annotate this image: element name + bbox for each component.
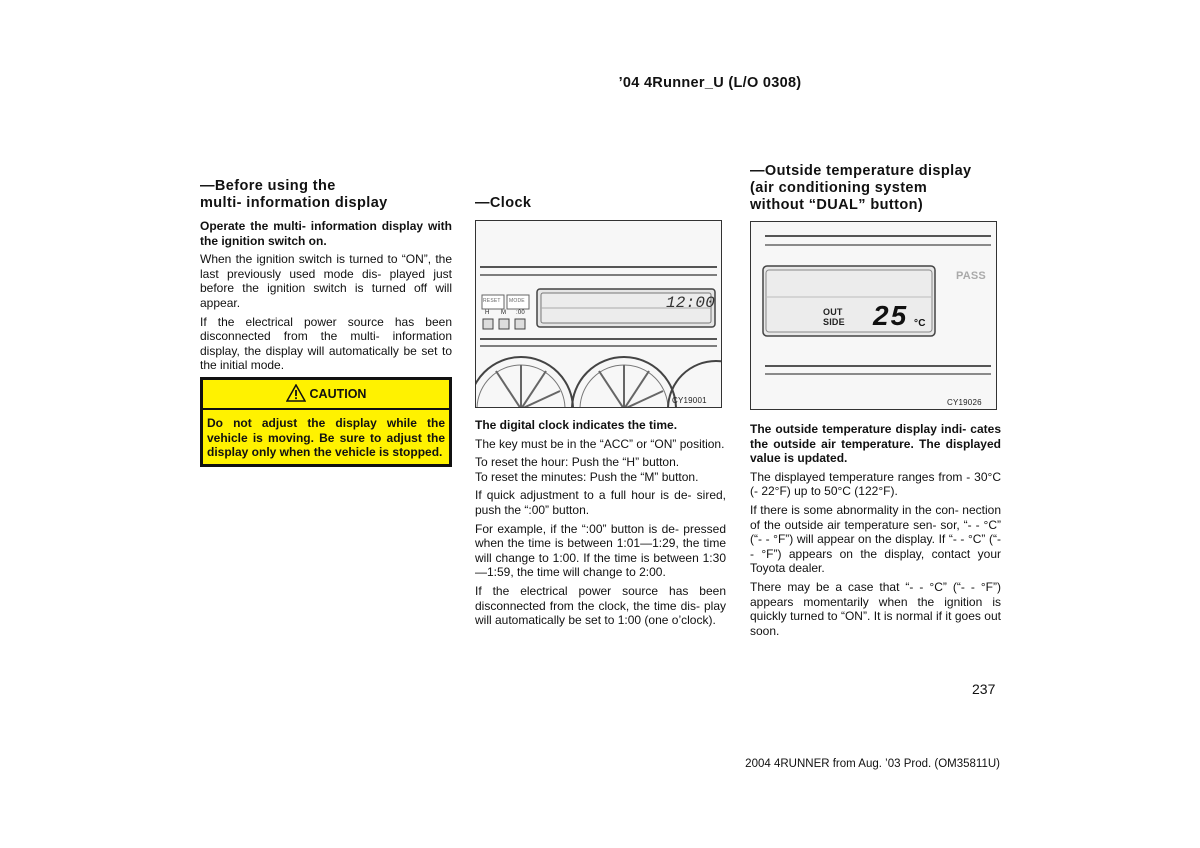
clock-figure bbox=[475, 220, 722, 408]
paragraph: There may be a case that “- - °C” (“- - °F”) appears momentarily when the ignition is quickly turned to “ON”. It is normal if it goes out soon. bbox=[750, 579, 1001, 638]
section-clock bbox=[475, 195, 726, 632]
caution-text: Do not adjust the display while the vehicle is moving. Be sure to adjust the display only when the vehicle is stopped. bbox=[207, 415, 445, 460]
section-heading: —Outside temperature display (air conditioning system without “DUAL” button) bbox=[750, 163, 972, 213]
temperature-value: 25 bbox=[873, 300, 909, 331]
hour-reset-button-label: :00 bbox=[516, 310, 525, 316]
temperature-figure bbox=[750, 221, 997, 410]
section-heading: —Clock bbox=[475, 195, 532, 211]
mode-button-label: MODE bbox=[509, 298, 525, 304]
paragraph: If there is some abnormality in the con- nection of the outside air temperature sen- sor, “- - °C” (“- - °F”) will appear on the display. If “- - °C” (“- - °F”) appears on the display, contact your Toyota dealer. bbox=[750, 502, 1001, 576]
temperature-unit: °C bbox=[914, 318, 926, 329]
caution-header bbox=[203, 380, 449, 410]
warning-icon bbox=[286, 384, 306, 402]
paragraph: If quick adjustment to a full hour is de- sired, push the “:00” button. bbox=[475, 488, 726, 517]
paragraph: The displayed temperature ranges from - 30°C (- 22°F) up to 50°C (122°F). bbox=[750, 469, 1001, 499]
document-header: ’04 4Runner_U (L/O 0308) bbox=[618, 75, 802, 91]
footer-text: 2004 4RUNNER from Aug. ’03 Prod. (OM35811U) bbox=[745, 758, 1000, 770]
clock-display-time: 12:00 bbox=[666, 294, 716, 312]
clock-illustration bbox=[476, 221, 721, 407]
section-heading: —Before using the multi- information display bbox=[200, 178, 388, 211]
paragraph: For example, if the “:00” button is de- pressed when the time is between 1:01—1:29, the time will change to 1:00. If the time is between 1:30—1:59, the time will change to 2:00. bbox=[475, 521, 726, 580]
section-outside-temperature bbox=[750, 163, 1001, 642]
paragraph: To reset the hour: Push the “H” button. bbox=[475, 455, 680, 470]
passenger-indicator: PASS bbox=[956, 270, 986, 282]
paragraph: The key must be in the “ACC” or “ON” position. bbox=[475, 436, 725, 451]
section-before-using bbox=[200, 178, 452, 467]
outside-label: OUT SIDE bbox=[823, 307, 845, 327]
paragraph: To reset the minutes: Push the “M” button. bbox=[475, 469, 699, 484]
intro-text: Operate the multi- information display with the ignition switch on. bbox=[200, 219, 452, 248]
figure-code: CY19026 bbox=[947, 398, 982, 407]
reset-button-label: RESET bbox=[483, 298, 501, 304]
figure-code: CY19001 bbox=[672, 396, 707, 405]
caution-box bbox=[200, 377, 452, 467]
paragraph: If the electrical power source has been disconnected from the clock, the time dis- play will automatically be set to 1:00 (one o’clock). bbox=[475, 583, 726, 628]
caution-title: CAUTION bbox=[309, 386, 367, 401]
paragraph: If the electrical power source has been disconnected from the multi- information display, the display will automatically be set to the initial mode. bbox=[200, 314, 452, 373]
intro-text: The outside temperature display indi- cates the outside air temperature. The displayed value is updated. bbox=[750, 422, 1001, 466]
h-button-label: H bbox=[485, 310, 490, 316]
intro-text: The digital clock indicates the time. bbox=[475, 418, 678, 432]
page-number: 237 bbox=[972, 681, 996, 697]
paragraph: When the ignition switch is turned to “ON”, the last previously used mode dis- played just before the ignition switch is turned off will appear. bbox=[200, 252, 452, 310]
m-button-label: M bbox=[501, 310, 507, 316]
